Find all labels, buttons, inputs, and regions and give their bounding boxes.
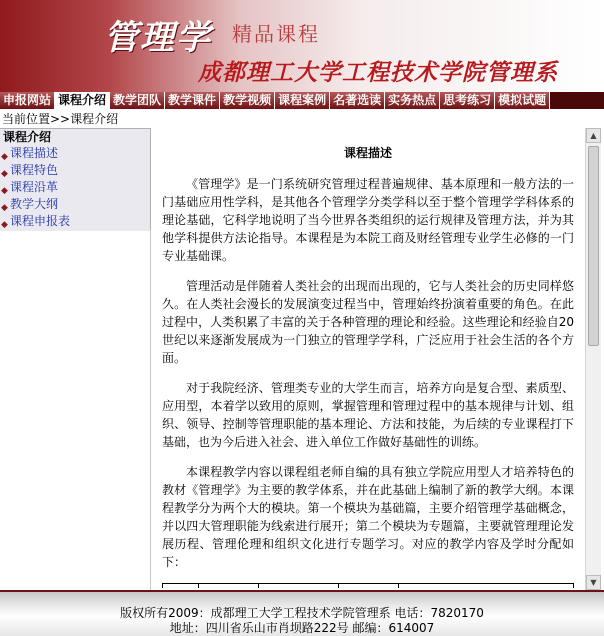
sidebar-item-course-history[interactable]	[0, 179, 150, 196]
banner-tagline: 精品课程	[232, 22, 320, 46]
content-paragraph: 本课程教学内容以课程组老师自编的具有独立学院应用型人才培养特色的教材《管理学》为主要的教学体系，并在此基础上编制了新的教学大纲。本课程教学分为两个大的模块。第一个模块为基础篇，主要介绍管理学基础概念，并以四大管理职能为线索进行展开；第二个模块为专题篇，主要就管理理论发展历程、管理伦理和组织文化进行专题学习。对应的教学内容及学时分配如下：	[162, 465, 574, 569]
site-logo: 管理学	[104, 18, 212, 58]
nav-tab[interactable]: 名著选读	[330, 92, 385, 109]
content-scrollbar[interactable]	[585, 128, 601, 590]
sidebar-item-course-description[interactable]	[0, 145, 150, 162]
table-column-line	[338, 584, 339, 588]
nav-tab[interactable]: 课程案例	[275, 92, 330, 109]
footer	[0, 590, 604, 636]
content-frame	[152, 128, 584, 588]
bullet-icon: ◆	[1, 203, 8, 213]
sidebar-divider	[150, 230, 151, 590]
bullet-icon: ◆	[1, 220, 8, 230]
content-title: 课程描述	[343, 146, 392, 160]
nav-tab[interactable]: 教学课件	[165, 92, 220, 109]
nav-tab-active[interactable]: 课程介绍	[55, 92, 110, 109]
scroll-thumb[interactable]	[588, 146, 599, 346]
sidebar-item-course-features[interactable]	[0, 162, 150, 179]
bullet-icon: ◆	[1, 186, 8, 196]
footer-address: 地址：四川省乐山市肖坝路222号 邮编：614007	[169, 621, 435, 635]
table-column-line	[258, 584, 259, 588]
nav-tab[interactable]: 教学视频	[220, 92, 275, 109]
bullet-icon: ◆	[1, 152, 8, 162]
nav-tab[interactable]: 教学团队	[110, 92, 165, 109]
table-column-line	[398, 584, 399, 588]
header-banner	[0, 0, 604, 92]
sidebar-item-label[interactable]: 课程特色	[10, 163, 59, 177]
content-paragraph: 管理活动是伴随着人类社会的出现而出现的，它与人类社会的历史同样悠久。在人类社会漫长的发展演变过程当中，管理始终扮演着重要的角色。在此过程中，人类积累了丰富的关于各种管理的理论和经验。这些理论和经验自20世纪以来逐渐发展成为一门独立的管理学学科，广泛应用于社会生活的各个方面。	[162, 279, 574, 365]
sidebar-item-syllabus[interactable]	[0, 196, 150, 213]
scroll-up-icon[interactable]: ▲	[586, 128, 601, 143]
nav-tab[interactable]: 实务热点	[385, 92, 440, 109]
sidebar-item-label[interactable]: 教学大纲	[10, 197, 59, 211]
sidebar-item-label[interactable]: 课程申报表	[10, 214, 71, 228]
nav-tab[interactable]: 申报网站	[0, 92, 55, 109]
content-paragraph: 《管理学》是一门系统研究管理过程普遍规律、基本原理和一般方法的一门基础应用性学科，是其他各个管理学分类学科以至于整个管理学学科体系的理论基础，它科学地说明了当今世界各类组织的运行规律及管理方法，并为其他学科提供方法论指导。本课程是为本院工商及财经管理专业学生必修的一门专业基础课。	[162, 177, 574, 263]
sidebar	[0, 128, 151, 231]
bullet-icon: ◆	[1, 169, 8, 179]
sidebar-item-label[interactable]: 课程描述	[10, 146, 59, 160]
sidebar-item-application-form[interactable]	[0, 213, 150, 230]
nav-tab[interactable]: 模拟试题	[495, 92, 550, 109]
sidebar-title: 课程介绍	[3, 130, 52, 144]
breadcrumb: 当前位置>>课程介绍	[2, 112, 119, 126]
main-nav	[0, 92, 604, 109]
nav-tab[interactable]: 思考练习	[440, 92, 495, 109]
content-paragraph: 对于我院经济、管理类专业的大学生而言，培养方向是复合型、素质型、应用型，本着学以致用的原则，掌握管理和管理过程中的基本规律与计划、组织、领导、控制等管理职能的基本理论、方法和技能，为后续的专业课程打下基础，也为今后进入社会、进入单位工作做好基础性的训练。	[162, 381, 574, 449]
schedule-table	[162, 583, 574, 588]
table-column-line	[198, 584, 199, 588]
scroll-down-icon[interactable]: ▼	[586, 575, 601, 590]
footer-copyright: 版权所有2009：成都理工大学工程技术学院管理系 电话：7820170	[120, 606, 484, 620]
sidebar-item-label[interactable]: 课程沿革	[10, 180, 59, 194]
banner-school-name: 成都理工大学工程技术学院管理系	[198, 59, 558, 86]
